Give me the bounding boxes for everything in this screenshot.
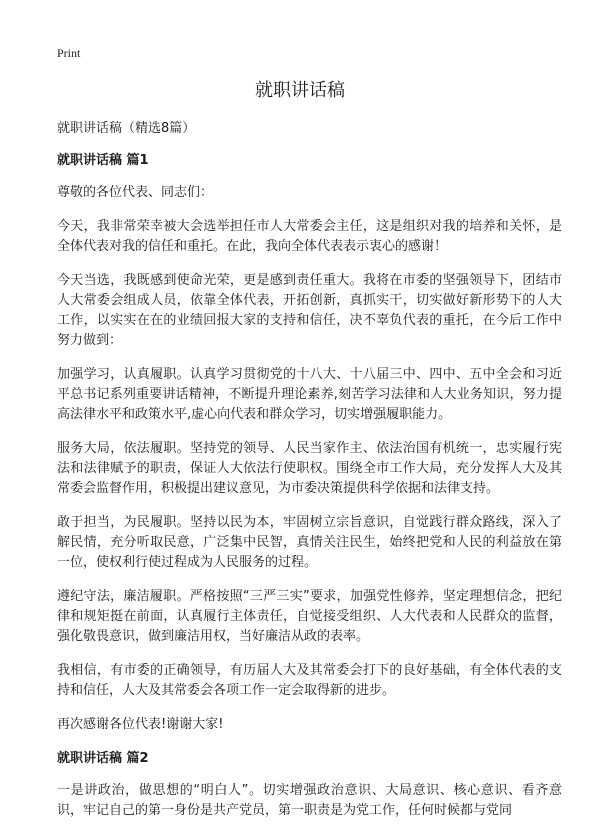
paragraph: 再次感谢各位代表!谢谢大家! [57, 717, 224, 732]
print-link[interactable]: Print [57, 46, 81, 60]
paragraph: 遵纪守法，廉洁履职。严格按照“三严三实”要求，加强党性修养，坚定理想信念，把纪律和规矩挺在前面，认真履行主体责任，自觉接受组织、人大代表和人民群众的监督，强化敬畏意识，做到廉洁用权，当好廉洁从政的表率。 [57, 589, 562, 644]
paragraph: 今天当选，我既感到使命光荣，更是感到责任重大。我将在市委的坚强领导下，团结市人大常委会组成人员，依靠全体代表，开拓创新，真抓实干，切实做好新形势下的人大工作，以实实在在的业绩回报大家的支持和信任，决不辜负代表的重托，在今后工作中努力做到： [57, 273, 562, 348]
page-title: 就职讲话稿 [255, 80, 345, 101]
document-body [57, 119, 562, 821]
paragraph: 我相信，有市委的正确领导，有历届人大及其常委会打下的良好基础，有全体代表的支持和信任，人大及其常委会各项工作一定会取得新的进步。 [57, 663, 562, 698]
document-subtitle: 就职讲话稿（精选8篇） [57, 121, 196, 136]
paragraph: 尊敬的各位代表、同志们： [57, 185, 214, 200]
section-2 [57, 749, 562, 821]
section-1 [57, 151, 562, 735]
paragraph: 加强学习，认真履职。认真学习贯彻党的十八大、十八届三中、四中、五中全会和习近平总书记系列重要讲话精神，不断提升理论素养,刻苦学习法律和人大业务知识，努力提高法律水平和政策水平,虚心向代表和群众学习，切实增强履职能力。 [57, 367, 562, 422]
paragraph: 敢于担当，为民履职。坚持以民为本，牢固树立宗旨意识，自觉践行群众路线，深入了解民情，充分听取民意，广泛集中民智，真情关注民生，始终把党和人民的利益放在第一位，使权利行使过程成为人民服务的过程。 [57, 515, 562, 570]
section-heading: 就职讲话稿 篇1 [57, 153, 149, 168]
paragraph: 今天，我非常荣幸被大会选举担任市人大常委会主任，这是组织对我的培养和关怀，是全体代表对我的信任和重托。在此，我向全体代表表示衷心的感谢！ [57, 219, 562, 254]
paragraph: 一是讲政治，做思想的“明白人”。切实增强政治意识、大局意识、核心意识、看齐意识，牢记自己的第一身份是共产党员，第一职责是为党工作，任何时候都与党同 [57, 783, 562, 818]
paragraph: 服务大局，依法履职。坚持党的领导、人民当家作主、依法治国有机统一，忠实履行宪法和法律赋予的职责，保证人大依法行使职权。围绕全市工作大局，充分发挥人大及其常委会监督作用，积极提出建议意见，为市委决策提供科学依据和法律支持。 [57, 441, 562, 496]
section-heading: 就职讲话稿 篇2 [57, 751, 149, 766]
